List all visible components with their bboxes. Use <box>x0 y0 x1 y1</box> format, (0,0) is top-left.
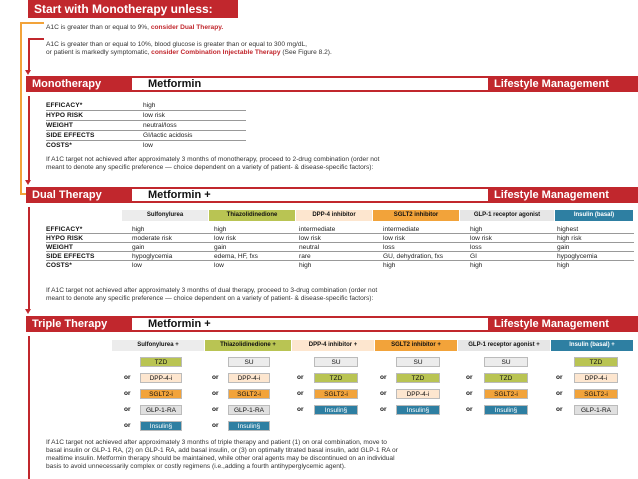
or-label: or <box>297 390 304 397</box>
intro-line-3-ref: (See Figure 8.2). <box>280 49 332 56</box>
or-label: or <box>212 422 219 429</box>
dual-cell: high <box>470 226 483 233</box>
triple-option-chip: DPP-4-i <box>228 373 270 383</box>
arrow-to-dual-line <box>20 22 22 194</box>
lifestyle-management-label: Lifestyle Management <box>488 316 638 332</box>
triple-note-line-4: basis to avoid unnecessarily complex or costly regimens (i.e.,adding a fourth antihyperglycemic agent). <box>46 463 346 470</box>
intro-line-1 <box>46 24 223 32</box>
dual-cell: loss <box>383 244 395 251</box>
mono-value: low risk <box>143 112 165 119</box>
dual-cell: low risk <box>299 235 321 242</box>
dual-cell: moderate risk <box>132 235 172 242</box>
arrow-mono-to-dual <box>25 180 31 185</box>
triple-option-chip: Insulin§ <box>314 405 358 415</box>
arrow-triple-line <box>28 336 30 479</box>
mono-value: high <box>143 102 156 109</box>
mono-value: neutral/loss <box>143 122 177 129</box>
mono-note-line-1: If A1C target not achieved after approximately 3 months of monotherapy, proceed to 2-drug combination (order not <box>46 156 380 163</box>
arrow-dual-to-triple <box>25 309 31 314</box>
triple-option-chip: DPP-4-i <box>140 373 182 383</box>
or-label: or <box>297 374 304 381</box>
dual-divider <box>46 251 634 252</box>
triple-therapy-drug: Metformin + <box>148 318 211 330</box>
triple-therapy-bar <box>28 316 638 332</box>
dual-cell: gain <box>557 244 570 251</box>
triple-option-chip: Insulin§ <box>396 405 440 415</box>
dual-divider <box>46 242 634 243</box>
dual-cell: high <box>383 262 396 269</box>
triple-header-dpp4: DPP-4 inhibitor + <box>292 340 374 351</box>
mono-label: EFFICACY* <box>46 102 83 109</box>
dual-label: WEIGHT <box>46 244 73 251</box>
dual-cell: GI <box>470 253 477 260</box>
or-label: or <box>124 390 131 397</box>
dual-note-line-1: If A1C target not achieved after approximately 3 months of dual therapy, proceed to 3-drug combination (order not <box>46 287 378 294</box>
triple-option-chip: GLP-1-RA <box>140 405 182 415</box>
triple-option-chip: Insulin§ <box>484 405 528 415</box>
dual-cell: low risk <box>214 235 236 242</box>
mono-label: HYPO RISK <box>46 112 84 119</box>
or-label: or <box>124 422 131 429</box>
or-label: or <box>297 406 304 413</box>
arrow-dual-to-triple-line <box>28 207 30 310</box>
dual-therapy-drug: Metformin + <box>148 189 211 201</box>
triple-option-chip: GLP-1-RA <box>574 405 618 415</box>
or-label: or <box>212 390 219 397</box>
lifestyle-management-label: Lifestyle Management <box>488 76 638 92</box>
lifestyle-management-label: Lifestyle Management <box>488 187 638 203</box>
start-banner: Start with Monotherapy unless: <box>28 0 238 18</box>
dual-cell: edema, HF, fxs <box>214 253 258 260</box>
triple-option-chip: TZD <box>574 357 618 367</box>
triple-note-line-2: basal insulin or GLP-1 RA, (2) on GLP-1 RA, add basal insulin, or (3) on optimally titrated basal insulin, add GLP-1 RA or <box>46 447 398 454</box>
triple-therapy-title: Triple Therapy <box>26 316 132 332</box>
dual-cell: neutral <box>299 244 320 251</box>
triple-option-chip: GLP-1-RA <box>228 405 270 415</box>
dual-cell: high <box>214 226 227 233</box>
triple-option-chip: DPP-4-i <box>574 373 618 383</box>
dual-cell: high <box>470 262 483 269</box>
triple-option-chip: DPP-4-i <box>396 389 440 399</box>
dual-cell: intermediate <box>299 226 336 233</box>
or-label: or <box>212 374 219 381</box>
mono-note-line-2: meant to denote any specific preference — choice dependent on a variety of patient- & disease-specific factors): <box>46 164 374 171</box>
intro-line-1-highlight: consider Dual Therapy. <box>150 24 224 31</box>
dual-cell: gain <box>214 244 227 251</box>
dual-cell: rare <box>299 253 311 260</box>
triple-header-su: Sulfonylurea + <box>112 340 204 351</box>
mono-label: COSTS* <box>46 142 72 149</box>
triple-option-chip: TZD <box>396 373 440 383</box>
triple-option-chip: Insulin§ <box>228 421 270 431</box>
dual-label: HYPO RISK <box>46 235 84 242</box>
dual-cell: GU, dehydration, fxs <box>383 253 444 260</box>
dual-header-tzd: Thiazolidinedione <box>209 210 295 221</box>
triple-option-chip: SU <box>396 357 440 367</box>
intro-line-2: A1C is greater than or equal to 10%, blood glucose is greater than or equal to 300 mg/dL, <box>46 41 307 48</box>
monotherapy-bar <box>28 76 638 92</box>
dual-divider <box>46 233 634 234</box>
triple-option-chip: TZD <box>140 357 182 367</box>
dual-cell: gain <box>132 244 145 251</box>
or-label: or <box>124 406 131 413</box>
triple-option-chip: SU <box>484 357 528 367</box>
arrow-to-mono-tip <box>25 70 31 75</box>
dual-cell: loss <box>470 244 482 251</box>
dual-cell: high risk <box>557 235 582 242</box>
dual-cell: high <box>132 226 145 233</box>
dual-therapy-title: Dual Therapy <box>26 187 132 203</box>
dual-cell: low <box>132 262 142 269</box>
triple-header-insulin: Insulin (basal) + <box>551 340 633 351</box>
arrow-mono-to-dual-line <box>28 96 30 180</box>
dual-cell: high <box>557 262 570 269</box>
monotherapy-drug: Metformin <box>148 78 202 90</box>
dual-therapy-bar <box>28 187 638 203</box>
or-label: or <box>466 406 473 413</box>
triple-option-chip: SU <box>314 357 358 367</box>
or-label: or <box>556 374 563 381</box>
or-label: or <box>380 390 387 397</box>
or-label: or <box>466 374 473 381</box>
dual-cell: low risk <box>470 235 492 242</box>
triple-option-chip: Insulin§ <box>140 421 182 431</box>
or-label: or <box>212 406 219 413</box>
dual-cell: intermediate <box>383 226 420 233</box>
mono-divider <box>46 130 246 131</box>
monotherapy-title: Monotherapy <box>26 76 132 92</box>
dual-cell: highest <box>557 226 579 233</box>
or-label: or <box>124 374 131 381</box>
triple-option-chip: SGLT2-i <box>228 389 270 399</box>
arrow-to-mono-head <box>28 38 44 40</box>
triple-header-sglt2: SGLT2 inhibitor + <box>375 340 457 351</box>
triple-option-chip: TZD <box>484 373 528 383</box>
triple-header-glp1: GLP-1 receptor agonist + <box>458 340 550 351</box>
triple-option-chip: SGLT2-i <box>314 389 358 399</box>
or-label: or <box>556 390 563 397</box>
dual-cell: low risk <box>383 235 405 242</box>
mono-value: low <box>143 142 153 149</box>
or-label: or <box>556 406 563 413</box>
triple-option-chip: TZD <box>314 373 358 383</box>
mono-value: GI/lactic acidosis <box>143 132 193 139</box>
dual-cell: hypoglycemia <box>557 253 598 260</box>
dual-cell: low <box>214 262 224 269</box>
or-label: or <box>380 406 387 413</box>
dual-note-line-2: meant to denote any specific preference — choice dependent on a variety of patient- & disease-specific factors): <box>46 295 374 302</box>
triple-option-chip: SGLT2-i <box>140 389 182 399</box>
dual-header-sglt2: SGLT2 inhibitor <box>373 210 459 221</box>
arrow-to-mono-line <box>28 38 30 72</box>
triple-note-line-1: If A1C target not achieved after approximately 3 months of triple therapy and patient (1) on oral combination, move to <box>46 439 387 446</box>
triple-option-chip: SGLT2-i <box>574 389 618 399</box>
intro-line-3-highlight: consider Combination Injectable Therapy <box>151 49 281 56</box>
dual-header-glp1: GLP-1 receptor agonist <box>460 210 554 221</box>
dual-label: EFFICACY* <box>46 226 83 233</box>
dual-label: COSTS* <box>46 262 72 269</box>
dual-divider <box>46 260 634 261</box>
dual-cell: high <box>299 262 312 269</box>
intro-line-3-text: or patient is markedly symptomatic, <box>46 49 152 56</box>
triple-note-line-3: mealtime insulin. Metformin therapy should be maintained, while other oral agents may be discontinued on an individual <box>46 455 395 462</box>
dual-header-su: Sulfonylurea <box>122 210 208 221</box>
mono-label: SIDE EFFECTS <box>46 132 95 139</box>
mono-divider <box>46 120 246 121</box>
triple-header-tzd: Thiazolidinedione + <box>205 340 291 351</box>
triple-option-chip: SU <box>228 357 270 367</box>
intro-line-1-text: A1C is greater than or equal to 9%, <box>46 24 151 31</box>
dual-cell: hypoglycemia <box>132 253 173 260</box>
mono-divider <box>46 110 246 111</box>
triple-option-chip: SGLT2-i <box>484 389 528 399</box>
mono-label: WEIGHT <box>46 122 73 129</box>
intro-line-3 <box>46 49 332 57</box>
or-label: or <box>466 390 473 397</box>
dual-header-insulin: Insulin (basal) <box>555 210 633 221</box>
dual-label: SIDE EFFECTS <box>46 253 95 260</box>
arrow-to-dual-head <box>20 22 44 24</box>
mono-divider <box>46 140 246 141</box>
dual-header-dpp4: DPP-4 inhibitor <box>296 210 372 221</box>
or-label: or <box>380 374 387 381</box>
